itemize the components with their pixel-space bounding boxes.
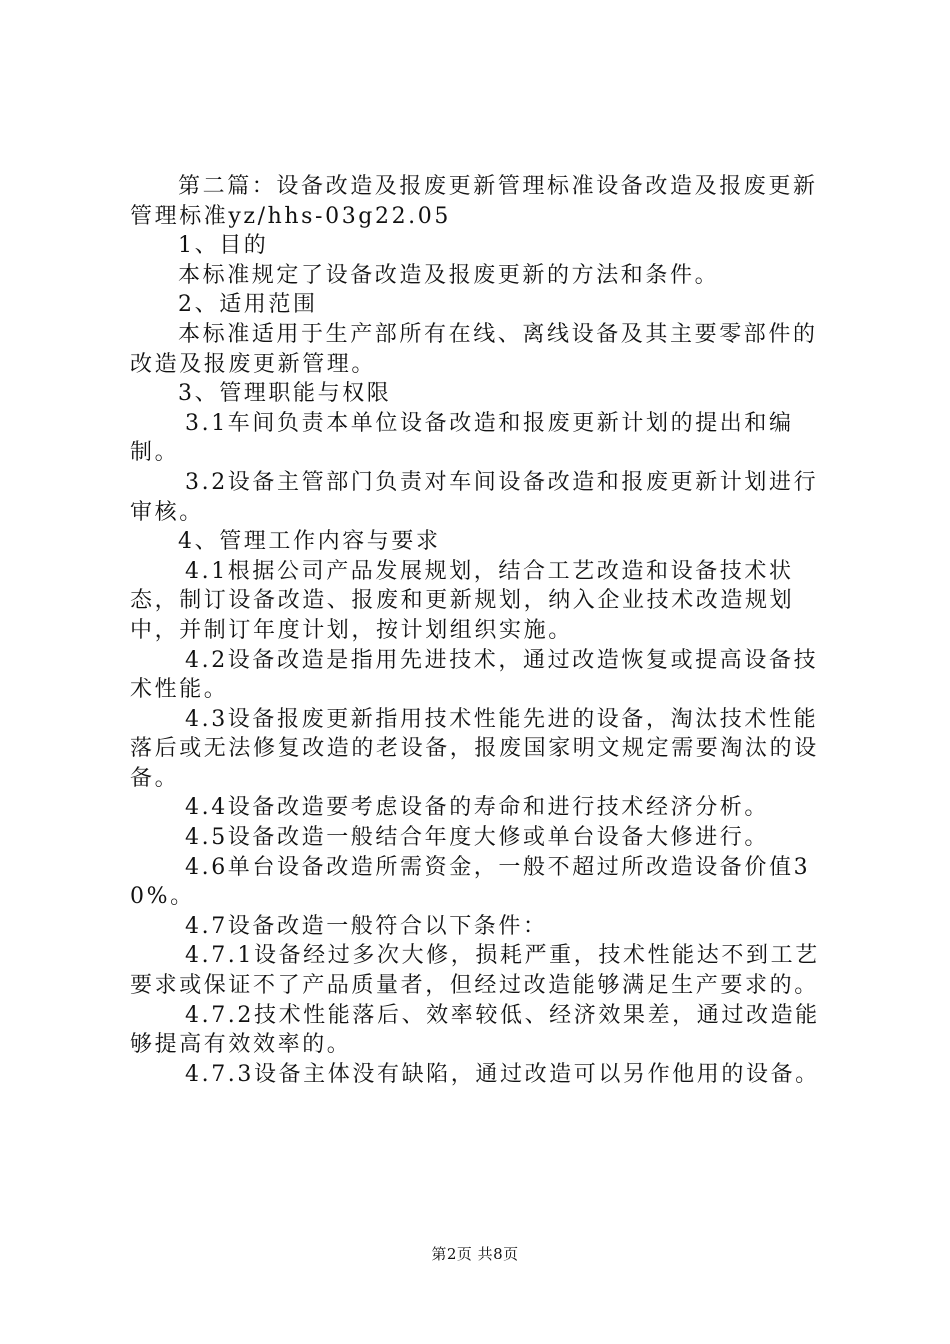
paragraph-4-7-1: 4.7.1设备经过多次大修，损耗严重，技术性能达不到工艺要求或保证不了产品质量者，但经过改造能够满足生产要求的。 <box>130 943 820 999</box>
paragraph: 本标准适用于生产部所有在线、离线设备及其主要零部件的改造及报废更新管理。 <box>130 321 818 377</box>
heading-3-responsibilities: 3、管理职能与权限 <box>178 381 392 407</box>
paragraph-4-7-2: 4.7.2技术性能落后、效率较低、经济效果差，通过改造能够提高有效效率的。 <box>130 1002 820 1058</box>
heading-2-scope: 2、适用范围 <box>178 292 318 318</box>
paragraph-title: 第二篇：设备改造及报废更新管理标准设备改造及报废更新管理标准yz/hhs-03g22.05 <box>130 174 818 229</box>
paragraph: 本标准规定了设备改造及报废更新的方法和条件。 <box>178 262 720 288</box>
paragraph-4-7: 4.7设备改造一般符合以下条件： <box>185 913 548 939</box>
paragraph-4-5: 4.5设备改造一般结合年度大修或单台设备大修进行。 <box>185 825 769 851</box>
paragraph-3-2: 3.2设备主管部门负责对车间设备改造和报废更新计划进行审核。 <box>130 469 819 525</box>
document-body <box>130 172 835 1089</box>
paragraph-4-4: 4.4设备改造要考虑设备的寿命和进行技术经济分析。 <box>185 795 769 821</box>
paragraph-3-1: 3.1车间负责本单位设备改造和报废更新计划的提出和编制。 <box>130 410 794 466</box>
heading-1-purpose: 1、目的 <box>178 233 269 259</box>
paragraph-4-1: 4.1根据公司产品发展规划，结合工艺改造和设备技术状态，制订设备改造、报废和更新规划，纳入企业技术改造规划中，并制订年度计划，按计划组织实施。 <box>130 558 795 643</box>
paragraph-4-3: 4.3设备报废更新指用技术性能先进的设备，淘汰技术性能落后或无法修复改造的老设备，报废国家明文规定需要淘汰的设备。 <box>130 706 819 791</box>
paragraph-4-6: 4.6单台设备改造所需资金，一般不超过所改造设备价值30%。 <box>130 854 811 910</box>
paragraph-4-2: 4.2设备改造是指用先进技术，通过改造恢复或提高设备技术性能。 <box>130 647 819 703</box>
page-number-footer: 第2页 共8页 <box>431 1245 519 1263</box>
paragraph-4-7-3: 4.7.3设备主体没有缺陷，通过改造可以另作他用的设备。 <box>185 1061 820 1087</box>
heading-4-requirements: 4、管理工作内容与要求 <box>178 529 441 555</box>
